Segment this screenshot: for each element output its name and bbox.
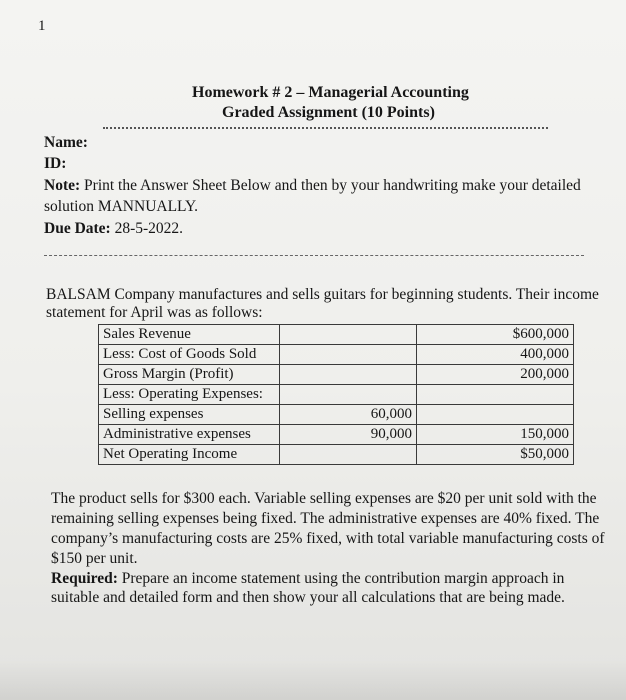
row-mid-value — [280, 325, 417, 345]
description-line-6: suitable and detailed form and then show your all calculations that are being made. — [51, 589, 565, 606]
paper-shadow — [0, 660, 626, 700]
row-mid-value — [280, 385, 417, 405]
intro-line-2: statement for April was as follows: — [46, 304, 263, 321]
row-total-value: $50,000 — [417, 445, 574, 465]
intro-line-1: BALSAM Company manufactures and sells guitars for beginning students. Their income — [46, 286, 599, 303]
row-total-value — [417, 385, 574, 405]
table-row — [99, 365, 574, 385]
table-row — [99, 385, 574, 405]
required-text: Prepare an income statement using the contribution margin approach in — [117, 570, 565, 587]
row-total-value: 400,000 — [417, 345, 574, 365]
required-label: Required: — [51, 570, 118, 587]
table-row — [99, 445, 574, 465]
description-line-4: $150 per unit. — [51, 550, 138, 567]
income-statement-table — [98, 324, 574, 465]
page-subtitle: Graded Assignment (10 Points) — [222, 104, 435, 121]
description-line-2: remaining selling expenses being fixed. The administrative expenses are 40% fixed. The — [51, 510, 600, 527]
row-mid-value — [280, 445, 417, 465]
row-item: Net Operating Income — [99, 445, 280, 465]
row-total-value: 150,000 — [417, 425, 574, 445]
row-item: Less: Operating Expenses: — [99, 385, 280, 405]
description-line-1: The product sells for $300 each. Variable selling expenses are $20 per unit sold with the — [51, 490, 597, 507]
table-row — [99, 405, 574, 425]
row-mid-value — [280, 365, 417, 385]
page-title: Homework # 2 – Managerial Accounting — [192, 84, 469, 101]
note-line-2: solution MANNUALLY. — [44, 198, 199, 215]
due-label: Due Date: — [44, 220, 111, 237]
row-item: Gross Margin (Profit) — [99, 365, 280, 385]
row-item: Sales Revenue — [99, 325, 280, 345]
id-label: ID: — [44, 155, 67, 172]
page-number: 1 — [38, 18, 46, 34]
description-line-3: company’s manufacturing costs are 25% fixed, with total variable manufacturing costs of — [51, 530, 605, 547]
row-mid-value — [280, 345, 417, 365]
table-row — [99, 425, 574, 445]
note-label: Note: — [44, 177, 81, 194]
row-total-value: 200,000 — [417, 365, 574, 385]
dotted-divider — [103, 127, 548, 129]
due-date — [44, 220, 183, 238]
row-item: Administrative expenses — [99, 425, 280, 445]
row-total-value — [417, 405, 574, 425]
due-value: 28-5-2022. — [110, 220, 184, 237]
row-item: Selling expenses — [99, 405, 280, 425]
table-row — [99, 325, 574, 345]
required-line — [51, 570, 564, 588]
name-label: Name: — [44, 134, 88, 151]
row-mid-value: 60,000 — [280, 405, 417, 425]
row-item: Less: Cost of Goods Sold — [99, 345, 280, 365]
note-line-1 — [44, 177, 581, 195]
dashed-divider — [44, 255, 584, 256]
row-mid-value: 90,000 — [280, 425, 417, 445]
table-row — [99, 345, 574, 365]
row-total-value: $600,000 — [417, 325, 574, 345]
note-text: Print the Answer Sheet Below and then by your handwriting make your detailed — [80, 177, 581, 194]
